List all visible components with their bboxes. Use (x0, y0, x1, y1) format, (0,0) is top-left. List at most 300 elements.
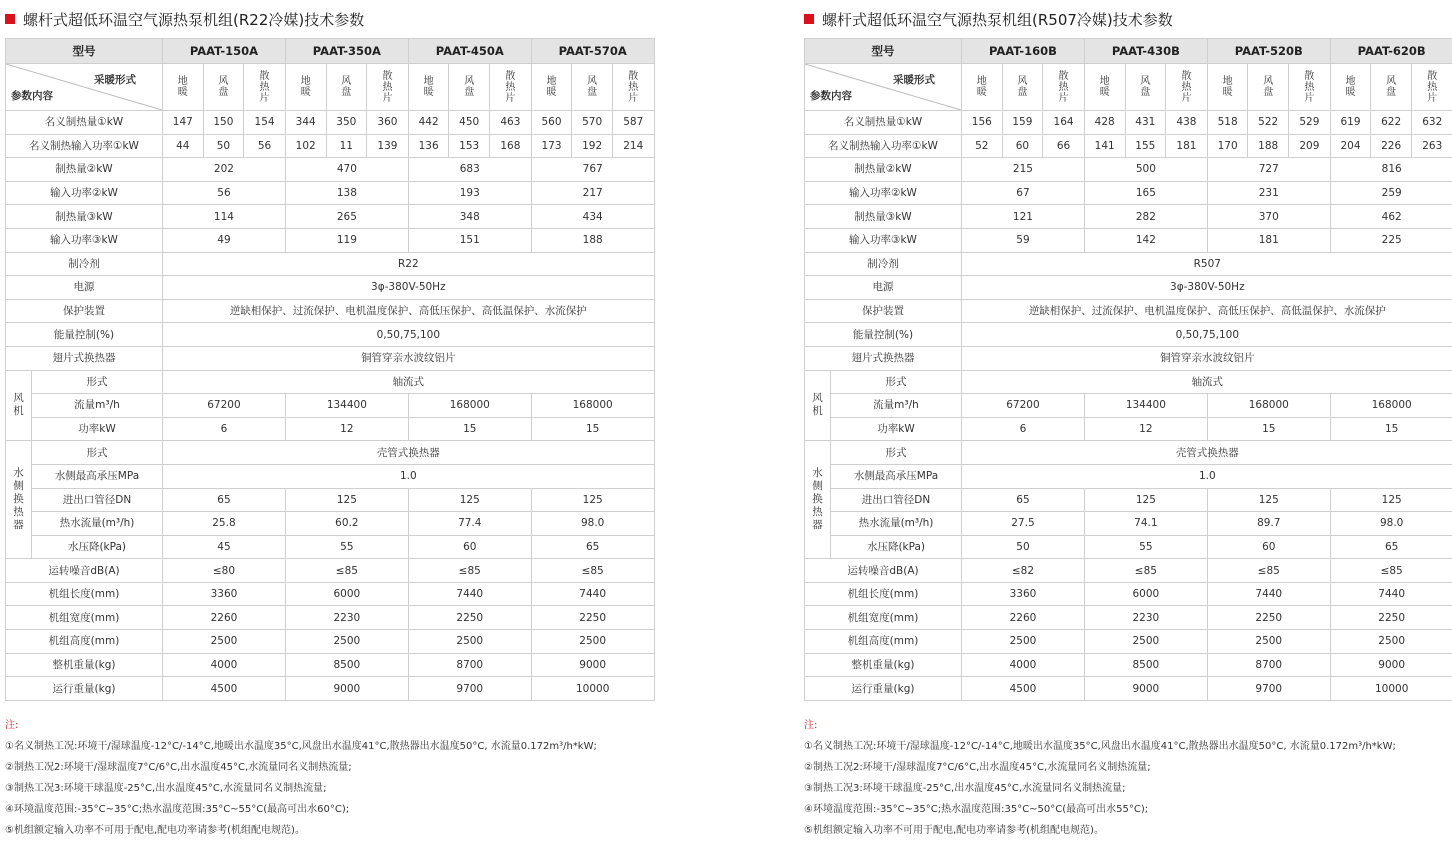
row-label: 制热量②kW (805, 158, 962, 182)
value-cell: 2500 (1084, 630, 1207, 654)
value-cell: 60 (1002, 134, 1043, 158)
value-cell: 2250 (1330, 606, 1452, 630)
row-label: 输入功率②kW (6, 181, 163, 205)
value-cell: ≤85 (285, 559, 408, 583)
value-cell: 619 (1330, 111, 1371, 135)
model-header-row (805, 39, 1452, 64)
value-cell: 壳管式换热器 (163, 441, 655, 465)
heating-mode-name: 散 热 片 (1411, 64, 1452, 111)
spec-row (805, 158, 1452, 182)
value-cell: 136 (408, 134, 449, 158)
value-cell: 60.2 (285, 512, 408, 536)
value-cell: 155 (1125, 134, 1166, 158)
notes-section (5, 715, 652, 841)
nominal-power-row (6, 134, 655, 158)
value-cell: 141 (1084, 134, 1125, 158)
value-cell: 9000 (1084, 677, 1207, 701)
spec-row (805, 559, 1452, 583)
row-label: 机组长度(mm) (805, 582, 962, 606)
row-label: 机组高度(mm) (805, 630, 962, 654)
value-cell: 1.0 (163, 464, 655, 488)
model-name: PAAT-570A (531, 39, 654, 64)
row-label: 输入功率②kW (805, 181, 962, 205)
spec-row (805, 228, 1452, 252)
note-line: ④环境温度范围:-35°C~35°C;热水温度范围:35°C~55°C(最高可出水60°C); (5, 803, 350, 815)
value-cell: 2500 (1207, 630, 1330, 654)
value-cell: 102 (285, 134, 326, 158)
value-cell: 7440 (531, 582, 654, 606)
spec-row (805, 323, 1452, 347)
spec-row (6, 653, 655, 677)
value-cell: 12 (1084, 417, 1207, 441)
value-cell: 60 (1207, 535, 1330, 559)
value-cell: 77.4 (408, 512, 531, 536)
value-cell: 66 (1043, 134, 1085, 158)
value-cell: 2500 (408, 630, 531, 654)
value-cell: 6000 (285, 582, 408, 606)
value-cell: 铜管穿亲水波纹铝片 (163, 346, 655, 370)
row-label: 名义制热输入功率①kW (6, 134, 163, 158)
heating-mode-name: 散 热 片 (1166, 64, 1208, 111)
value-cell: 98.0 (531, 512, 654, 536)
spec-row (6, 205, 655, 229)
row-label: 功率kW (831, 417, 962, 441)
param-content-label: 参数内容 (11, 90, 53, 102)
fan-flow-row (805, 394, 1452, 418)
value-cell: 125 (1207, 488, 1330, 512)
row-label: 制热量②kW (6, 158, 163, 182)
value-cell: 2500 (531, 630, 654, 654)
row-label: 翅片式换热器 (805, 346, 962, 370)
value-cell: 9700 (1207, 677, 1330, 701)
value-cell: 350 (326, 111, 367, 135)
value-cell: 59 (962, 228, 1085, 252)
model-name: PAAT-450A (408, 39, 531, 64)
row-label: 电源 (6, 276, 163, 300)
heating-mode-name: 散 热 片 (1043, 64, 1085, 111)
value-cell: 125 (1084, 488, 1207, 512)
heating-mode-name: 地 暖 (1084, 64, 1125, 111)
value-cell: 56 (244, 134, 286, 158)
value-cell: 153 (449, 134, 490, 158)
heating-mode-name: 风 盘 (1371, 64, 1412, 111)
value-cell: 442 (408, 111, 449, 135)
value-cell: 428 (1084, 111, 1125, 135)
row-label: 形式 (32, 370, 163, 394)
row-label: 机组高度(mm) (6, 630, 163, 654)
value-cell: 151 (408, 228, 531, 252)
value-cell: 10000 (531, 677, 654, 701)
panel-title-row (5, 0, 652, 38)
value-cell: ≤82 (962, 559, 1085, 583)
value-cell: 168000 (531, 394, 654, 418)
value-cell: 159 (1002, 111, 1043, 135)
row-label: 制热量③kW (805, 205, 962, 229)
value-cell: 154 (244, 111, 286, 135)
spec-row (805, 205, 1452, 229)
spec-row (6, 582, 655, 606)
value-cell: 193 (408, 181, 531, 205)
value-cell: ≤85 (1084, 559, 1207, 583)
row-label: 运转噪音dB(A) (6, 559, 163, 583)
value-cell: 622 (1371, 111, 1412, 135)
spec-row (6, 559, 655, 583)
value-cell: 65 (531, 535, 654, 559)
spec-table (5, 38, 655, 701)
value-cell: 147 (163, 111, 204, 135)
model-header-label: 型号 (6, 39, 163, 64)
note-line: ⑤机组额定输入功率不可用于配电,配电功率请参考(机组配电规范)。 (5, 824, 305, 836)
value-cell: 0,50,75,100 (962, 323, 1452, 347)
row-label: 运行重量(kg) (6, 677, 163, 701)
value-cell: ≤85 (1207, 559, 1330, 583)
value-cell: 125 (408, 488, 531, 512)
spec-row (6, 346, 655, 370)
value-cell: 轴流式 (163, 370, 655, 394)
spec-panel-r507 (804, 0, 1451, 841)
value-cell: 125 (1330, 488, 1452, 512)
value-cell: 165 (1084, 181, 1207, 205)
value-cell: 727 (1207, 158, 1330, 182)
value-cell: 121 (962, 205, 1085, 229)
value-cell: 168000 (408, 394, 531, 418)
heating-mode-name: 风 盘 (449, 64, 490, 111)
spec-row (6, 606, 655, 630)
value-cell: 2250 (1207, 606, 1330, 630)
row-label: 机组长度(mm) (6, 582, 163, 606)
heating-mode-name: 风 盘 (572, 64, 613, 111)
value-cell: 231 (1207, 181, 1330, 205)
value-cell: ≤85 (408, 559, 531, 583)
value-cell: 3360 (163, 582, 286, 606)
value-cell: 2250 (531, 606, 654, 630)
value-cell: 7440 (1330, 582, 1452, 606)
value-cell: 2500 (962, 630, 1085, 654)
value-cell: 192 (572, 134, 613, 158)
note-line: ①名义制热工况:环境干/湿球温度-12°C/-14°C,地暖出水温度35°C,风盘出水温度41°C,散热器出水温度50°C, 水流量0.172m³/h*kW; (5, 740, 597, 752)
value-cell: 8700 (408, 653, 531, 677)
value-cell: 7440 (408, 582, 531, 606)
value-cell: 65 (163, 488, 286, 512)
note-line: ①名义制热工况:环境干/湿球温度-12°C/-14°C,地暖出水温度35°C,风盘出水温度41°C,散热器出水温度50°C, 水流量0.172m³/h*kW; (804, 740, 1396, 752)
value-cell: 15 (408, 417, 531, 441)
panel-title: 螺杆式超低环温空气源热泵机组(R22冷媒)技术参数 (23, 10, 365, 29)
value-cell: 438 (1166, 111, 1208, 135)
row-label: 进出口管径DN (32, 488, 163, 512)
water-type-row (805, 441, 1452, 465)
value-cell: 282 (1084, 205, 1207, 229)
spec-row (805, 606, 1452, 630)
value-cell: 529 (1289, 111, 1331, 135)
value-cell: 12 (285, 417, 408, 441)
value-cell: 522 (1248, 111, 1289, 135)
value-cell: 470 (285, 158, 408, 182)
value-cell: 348 (408, 205, 531, 229)
water-spec-row (6, 488, 655, 512)
heating-mode-name: 地 暖 (163, 64, 204, 111)
value-cell: 56 (163, 181, 286, 205)
value-cell: 4000 (962, 653, 1085, 677)
value-cell: 逆缺相保护、过流保护、电机温度保护、高低压保护、高低温保护、水流保护 (962, 299, 1452, 323)
row-label: 形式 (32, 441, 163, 465)
model-header-row (6, 39, 655, 64)
row-label: 运行重量(kg) (805, 677, 962, 701)
value-cell: 67 (962, 181, 1085, 205)
value-cell: 202 (163, 158, 286, 182)
value-cell: 188 (1248, 134, 1289, 158)
note-line: ②制热工况2:环境干/湿球温度7°C/6°C,出水温度45°C,水流量同名义制热流量; (804, 761, 1151, 773)
heating-mode-name: 地 暖 (962, 64, 1003, 111)
fan-type-row (805, 370, 1452, 394)
row-label: 整机重量(kg) (6, 653, 163, 677)
row-label: 名义制热量①kW (6, 111, 163, 135)
value-cell: 55 (1084, 535, 1207, 559)
model-name: PAAT-430B (1084, 39, 1207, 64)
model-name: PAAT-520B (1207, 39, 1330, 64)
value-cell: 44 (163, 134, 204, 158)
value-cell: 2230 (285, 606, 408, 630)
value-cell: 2500 (1330, 630, 1452, 654)
row-label: 输入功率③kW (805, 228, 962, 252)
heating-mode-name: 散 热 片 (1289, 64, 1331, 111)
title-marker-icon (5, 14, 15, 24)
row-label: 能量控制(%) (6, 323, 163, 347)
model-name: PAAT-160B (962, 39, 1085, 64)
value-cell: 462 (1330, 205, 1452, 229)
value-cell: ≤85 (531, 559, 654, 583)
value-cell: 434 (531, 205, 654, 229)
value-cell: 8500 (1084, 653, 1207, 677)
value-cell: 3360 (962, 582, 1085, 606)
value-cell: 逆缺相保护、过流保护、电机温度保护、高低压保护、高低温保护、水流保护 (163, 299, 655, 323)
heating-mode-row (805, 64, 1452, 111)
value-cell: 168000 (1330, 394, 1452, 418)
value-cell: 217 (531, 181, 654, 205)
nominal-heat-row (6, 111, 655, 135)
row-label: 形式 (831, 370, 962, 394)
value-cell: 360 (367, 111, 409, 135)
heating-mode-name: 风 盘 (1002, 64, 1043, 111)
row-label: 整机重量(kg) (805, 653, 962, 677)
heating-mode-name: 地 暖 (531, 64, 572, 111)
spec-row (805, 299, 1452, 323)
value-cell: 52 (962, 134, 1003, 158)
value-cell: R507 (962, 252, 1452, 276)
spec-row (6, 158, 655, 182)
row-label: 电源 (805, 276, 962, 300)
heating-mode-name: 风 盘 (203, 64, 244, 111)
value-cell: 6000 (1084, 582, 1207, 606)
value-cell: 209 (1289, 134, 1331, 158)
value-cell: 150 (203, 111, 244, 135)
spec-row (6, 228, 655, 252)
water-spec-row (805, 488, 1452, 512)
spec-row (6, 323, 655, 347)
value-cell: ≤85 (1330, 559, 1452, 583)
heating-mode-row (6, 64, 655, 111)
spec-panel-r22 (5, 0, 652, 841)
value-cell: 15 (1330, 417, 1452, 441)
heating-mode-name: 地 暖 (285, 64, 326, 111)
value-cell: 9000 (1330, 653, 1452, 677)
fan-flow-row (6, 394, 655, 418)
value-cell: 683 (408, 158, 531, 182)
spec-row (805, 181, 1452, 205)
value-cell: 轴流式 (962, 370, 1452, 394)
value-cell: 587 (612, 111, 654, 135)
spec-row (805, 630, 1452, 654)
value-cell: 4500 (962, 677, 1085, 701)
row-label: 机组宽度(mm) (805, 606, 962, 630)
row-label: 能量控制(%) (805, 323, 962, 347)
value-cell: 156 (962, 111, 1003, 135)
value-cell: 65 (1330, 535, 1452, 559)
value-cell: 265 (285, 205, 408, 229)
row-label: 制冷剂 (6, 252, 163, 276)
value-cell: 2260 (163, 606, 286, 630)
fan-power-row (805, 417, 1452, 441)
row-label: 流量m³/h (831, 394, 962, 418)
water-spec-row (6, 535, 655, 559)
spec-row (6, 630, 655, 654)
value-cell: 壳管式换热器 (962, 441, 1452, 465)
value-cell: 370 (1207, 205, 1330, 229)
spec-row (805, 582, 1452, 606)
value-cell: 215 (962, 158, 1085, 182)
value-cell: 15 (531, 417, 654, 441)
row-label: 热水流量(m³/h) (32, 512, 163, 536)
value-cell: 139 (367, 134, 409, 158)
spec-row (6, 252, 655, 276)
diagonal-divider (6, 64, 162, 110)
value-cell: 225 (1330, 228, 1452, 252)
panel-title-row (804, 0, 1451, 38)
diagonal-header-cell (805, 64, 962, 111)
value-cell: 89.7 (1207, 512, 1330, 536)
value-cell: 2230 (1084, 606, 1207, 630)
diagonal-divider (805, 64, 961, 110)
value-cell: 170 (1207, 134, 1248, 158)
water-spec-row (6, 512, 655, 536)
value-cell: 181 (1166, 134, 1208, 158)
heating-mode-name: 散 热 片 (490, 64, 532, 111)
value-cell: 11 (326, 134, 367, 158)
value-cell: 125 (285, 488, 408, 512)
title-marker-icon (804, 14, 814, 24)
value-cell: 74.1 (1084, 512, 1207, 536)
value-cell: 204 (1330, 134, 1371, 158)
row-label: 水侧最高承压MPa (831, 464, 962, 488)
heating-mode-name: 风 盘 (1248, 64, 1289, 111)
fan-type-row (6, 370, 655, 394)
notes-section (804, 715, 1451, 841)
value-cell: 1.0 (962, 464, 1452, 488)
value-cell: 67200 (163, 394, 286, 418)
spec-row (805, 252, 1452, 276)
heating-mode-label: 采暖形式 (94, 74, 136, 86)
value-cell: 98.0 (1330, 512, 1452, 536)
row-label: 流量m³/h (32, 394, 163, 418)
spec-table (804, 38, 1452, 701)
value-cell: 114 (163, 205, 286, 229)
heating-mode-name: 散 热 片 (244, 64, 286, 111)
value-cell: 263 (1411, 134, 1452, 158)
value-cell: 450 (449, 111, 490, 135)
spec-row (805, 653, 1452, 677)
note-line: ⑤机组额定输入功率不可用于配电,配电功率请参考(机组配电规范)。 (804, 824, 1104, 836)
spec-row (805, 677, 1452, 701)
value-cell: 134400 (1084, 394, 1207, 418)
row-label: 水侧最高承压MPa (32, 464, 163, 488)
value-cell: 4500 (163, 677, 286, 701)
row-label: 水压降(kPa) (32, 535, 163, 559)
value-cell: 2500 (285, 630, 408, 654)
value-cell: 181 (1207, 228, 1330, 252)
model-name: PAAT-150A (163, 39, 286, 64)
fan-group-label: 风 机 (805, 370, 831, 441)
row-label: 保护装置 (6, 299, 163, 323)
value-cell: 8700 (1207, 653, 1330, 677)
water-spec-row (805, 535, 1452, 559)
row-label: 水压降(kPa) (831, 535, 962, 559)
value-cell: 570 (572, 111, 613, 135)
model-header-label: 型号 (805, 39, 962, 64)
water-pressure-row (6, 464, 655, 488)
value-cell: 8500 (285, 653, 408, 677)
heating-mode-name: 地 暖 (1330, 64, 1371, 111)
value-cell: 226 (1371, 134, 1412, 158)
value-cell: 6 (163, 417, 286, 441)
value-cell: 45 (163, 535, 286, 559)
value-cell: R22 (163, 252, 655, 276)
value-cell: 4000 (163, 653, 286, 677)
value-cell: 50 (962, 535, 1085, 559)
value-cell: 138 (285, 181, 408, 205)
value-cell: 15 (1207, 417, 1330, 441)
value-cell: 632 (1411, 111, 1452, 135)
value-cell: 168000 (1207, 394, 1330, 418)
value-cell: 767 (531, 158, 654, 182)
value-cell: 463 (490, 111, 532, 135)
spec-row (805, 346, 1452, 370)
heating-mode-name: 散 热 片 (367, 64, 409, 111)
water-pressure-row (805, 464, 1452, 488)
value-cell: 铜管穿亲水波纹铝片 (962, 346, 1452, 370)
value-cell: 3φ-380V-50Hz (163, 276, 655, 300)
value-cell: 188 (531, 228, 654, 252)
heating-mode-name: 地 暖 (1207, 64, 1248, 111)
water-type-row (6, 441, 655, 465)
value-cell: 9000 (285, 677, 408, 701)
value-cell: 67200 (962, 394, 1085, 418)
water-spec-row (805, 512, 1452, 536)
value-cell: 518 (1207, 111, 1248, 135)
value-cell: 560 (531, 111, 572, 135)
heating-mode-name: 地 暖 (408, 64, 449, 111)
value-cell: 816 (1330, 158, 1452, 182)
model-name: PAAT-620B (1330, 39, 1452, 64)
spec-row (805, 276, 1452, 300)
value-cell: 125 (531, 488, 654, 512)
value-cell: 25.8 (163, 512, 286, 536)
value-cell: 173 (531, 134, 572, 158)
param-content-label: 参数内容 (810, 90, 852, 102)
spec-row (6, 276, 655, 300)
row-label: 运转噪音dB(A) (805, 559, 962, 583)
value-cell: ≤80 (163, 559, 286, 583)
row-label: 制热量③kW (6, 205, 163, 229)
note-line: ③制热工况3:环境干球温度-25°C,出水温度45°C,水流量同名义制热流量; (5, 782, 327, 794)
